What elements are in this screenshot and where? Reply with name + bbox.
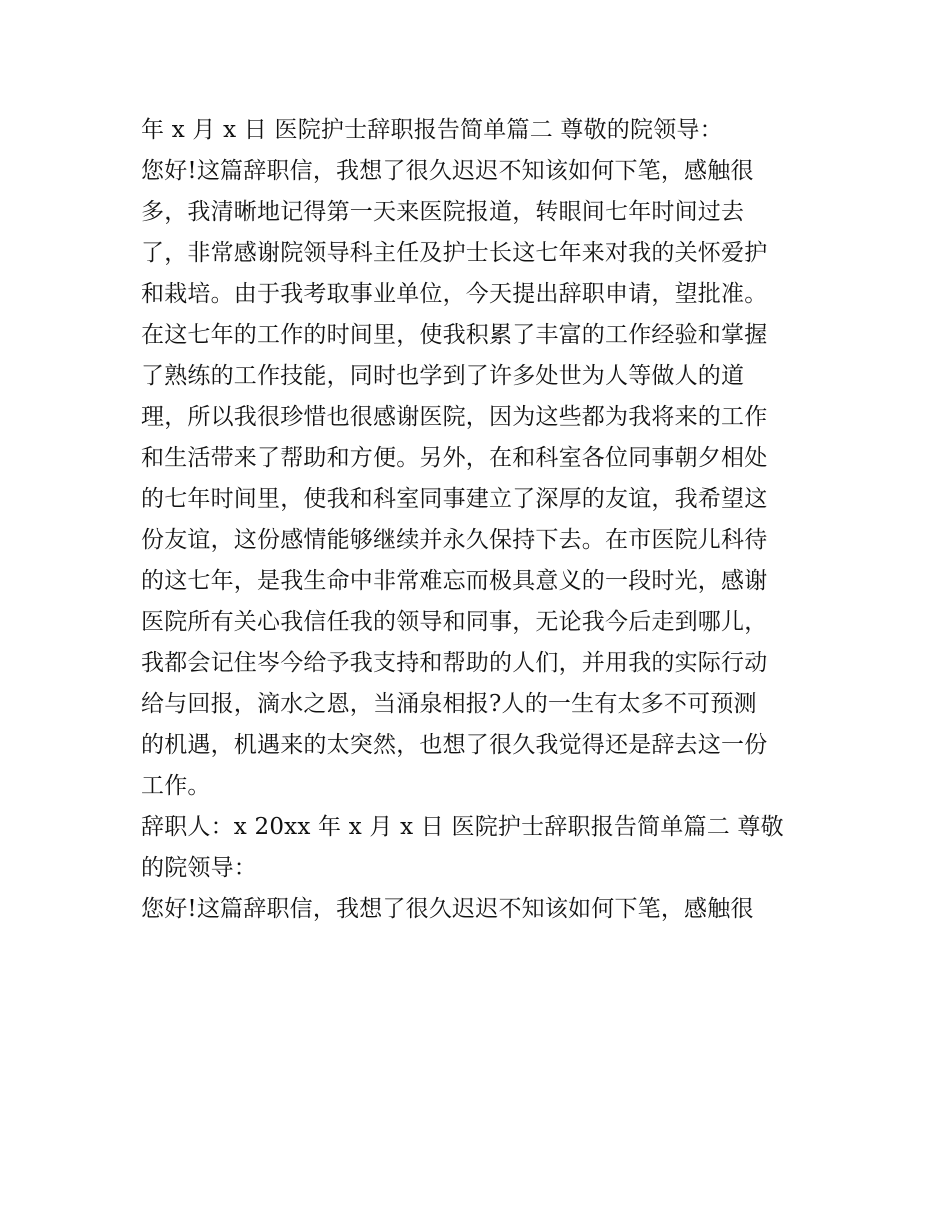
text-line-9: 和生活带来了帮助和方便。另外，在和科室各位同事朝夕相处 bbox=[141, 445, 768, 471]
text-line-20: 您好!这篇辞职信，我想了很久迟迟不知该如何下笔，感触很 bbox=[141, 896, 754, 922]
text-line-6: 在这七年的工作的时间里，使我积累了丰富的工作经验和掌握 bbox=[141, 322, 768, 348]
text-line-16: 的机遇，机遇来的太突然，也想了很久我觉得还是辞去这一份 bbox=[141, 732, 768, 758]
text-line-2: 您好!这篇辞职信，我想了很久迟迟不知该如何下笔，感触很 bbox=[141, 158, 754, 184]
document-body bbox=[141, 110, 821, 930]
text-line-12: 的这七年，是我生命中非常难忘而极具意义的一段时光，感谢 bbox=[141, 568, 768, 594]
text-line-3: 多，我清晰地记得第一天来医院报道，转眼间七年时间过去 bbox=[141, 199, 745, 225]
text-line-1: 年 x 月 x 日 医院护士辞职报告简单篇二 尊敬的院领导： bbox=[141, 117, 723, 143]
text-line-7: 了熟练的工作技能，同时也学到了许多处世为人等做人的道 bbox=[141, 363, 745, 389]
text-line-18: 辞职人：x 20xx 年 x 月 x 日 医院护士辞职报告简单篇二 尊敬 bbox=[141, 814, 784, 840]
text-line-5: 和栽培。由于我考取事业单位，今天提出辞职申请，望批准。 bbox=[141, 281, 768, 307]
text-line-4: 了，非常感谢院领导科主任及护士长这七年来对我的关怀爱护 bbox=[141, 240, 768, 266]
text-line-19: 的院领导： bbox=[141, 855, 257, 881]
text-line-13: 医院所有关心我信任我的领导和同事，无论我今后走到哪儿， bbox=[141, 609, 768, 635]
text-line-14: 我都会记住岑今给予我支持和帮助的人们，并用我的实际行动 bbox=[141, 650, 768, 676]
text-line-17: 工作。 bbox=[141, 773, 211, 799]
text-line-10: 的七年时间里，使我和科室同事建立了深厚的友谊，我希望这 bbox=[141, 486, 768, 512]
text-line-11: 份友谊，这份感情能够继续并永久保持下去。在市医院儿科待 bbox=[141, 527, 768, 553]
text-line-8: 理，所以我很珍惜也很感谢医院，因为这些都为我将来的工作 bbox=[141, 404, 768, 430]
text-line-15: 给与回报，滴水之恩，当涌泉相报?人的一生有太多不可预测 bbox=[141, 691, 757, 717]
